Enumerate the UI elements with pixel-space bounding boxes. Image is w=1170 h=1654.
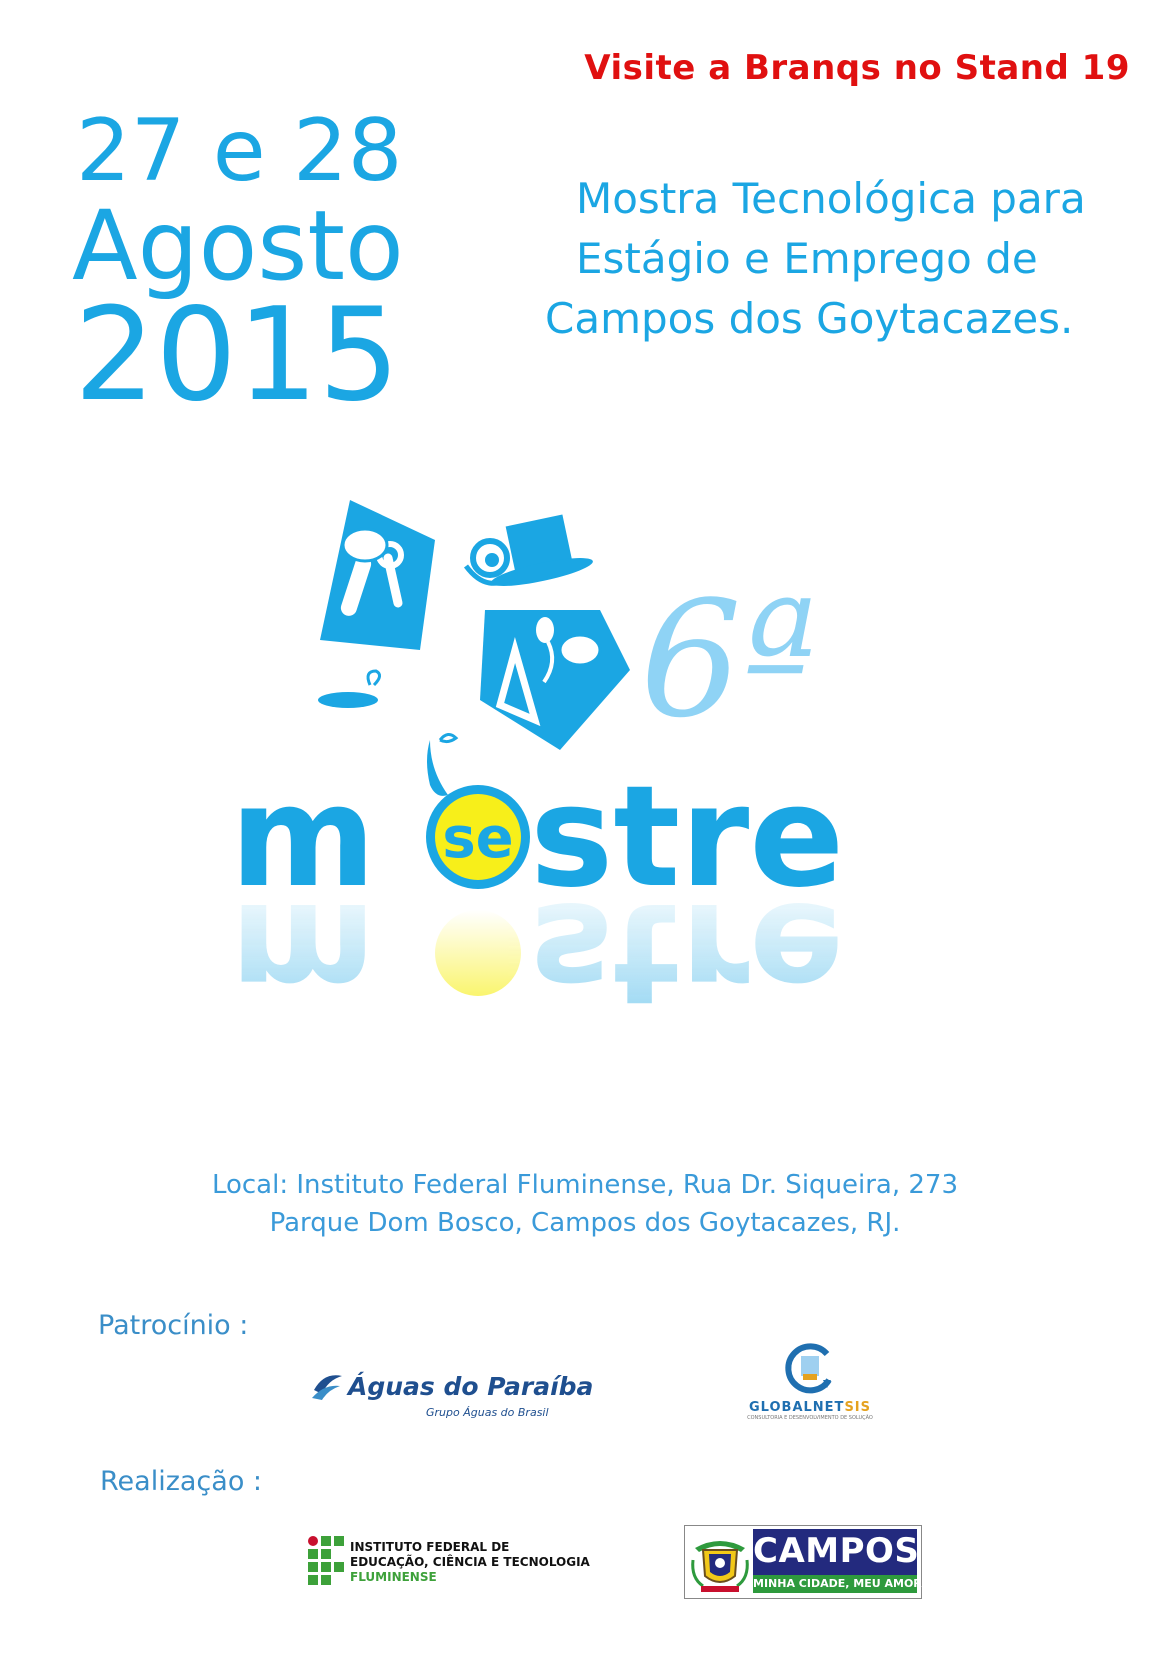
wordmark-m: m [230, 756, 376, 919]
mascot-illustration [318, 500, 630, 796]
event-days: 27 e 28 [76, 101, 403, 201]
globalnet-g-icon [783, 1340, 837, 1396]
edition-number: 6ª [640, 566, 818, 753]
location-line-1: Local: Instituto Federal Fluminense, Rua Dr. Siqueira, 273 [211, 1170, 959, 1200]
wave-icon [310, 1370, 346, 1402]
campos-name: CAMPOS [753, 1531, 920, 1571]
iff-grid-icon [308, 1536, 346, 1592]
mostre-se-logo [230, 500, 930, 1060]
reflection-m: m [230, 871, 376, 1034]
subtitle-line-3: Campos dos Goytacazes. [545, 294, 1074, 343]
aguas-name: Águas do Paraíba [348, 1372, 594, 1401]
location-line-2: Parque Dom Bosco, Campos dos Goytacazes, RJ. [269, 1208, 901, 1238]
sponsors-label: Patrocínio : [98, 1310, 249, 1341]
globalnet-tagline: CONSULTORIA E DESENVOLVIMENTO DE SOLUÇÃO [747, 1415, 873, 1421]
event-month: Agosto [72, 190, 404, 302]
reflection-stre: stre [530, 871, 845, 1034]
coat-of-arms-icon [689, 1530, 751, 1594]
subtitle-line-2: Estágio e Emprego de [576, 234, 1038, 283]
campos-slogan: MINHA CIDADE, MEU AMOR. [753, 1575, 917, 1593]
promo-banner: Visite a Branqs no Stand 19 [584, 48, 1130, 88]
organizers-label: Realização : [100, 1466, 263, 1497]
aguas-do-paraiba-logo [310, 1370, 594, 1419]
iff-line-1: INSTITUTO FEDERAL DE [350, 1540, 510, 1554]
globalnet-sis-logo [740, 1340, 880, 1421]
globalnet-name: GLOBALNET [749, 1400, 845, 1415]
iff-line-3: FLUMINENSE [350, 1570, 437, 1584]
wordmark-stre: stre [530, 756, 845, 919]
event-year: 2015 [74, 281, 400, 430]
subtitle-line-1: Mostra Tecnológica para [576, 174, 1086, 223]
iff-line-2: EDUCAÇÃO, CIÊNCIA E TECNOLOGIA [350, 1555, 590, 1569]
iff-logo [308, 1536, 590, 1596]
campos-logo [684, 1525, 927, 1599]
wordmark-se: se [442, 806, 514, 871]
globalnet-sis: SIS [844, 1400, 871, 1415]
wordmark-reflection [230, 871, 880, 1034]
aguas-group: Grupo Águas do Brasil [426, 1406, 549, 1419]
